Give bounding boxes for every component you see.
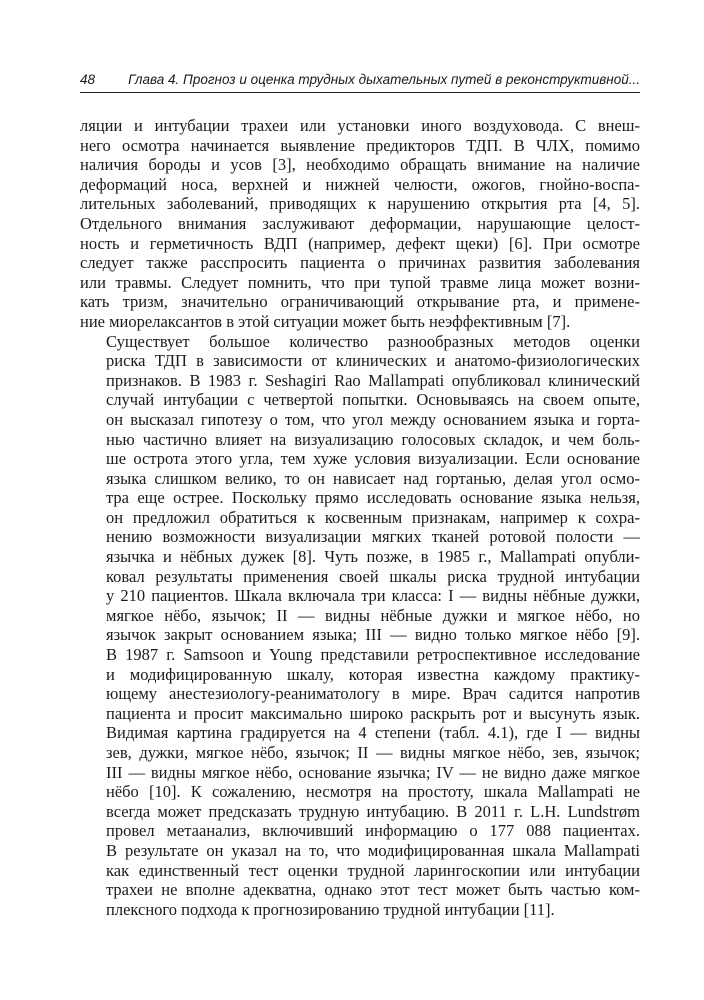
text-line: ющему анестезиологу-реаниматологу в мире. Врач садится напротив [106, 684, 640, 704]
text-line: как единственный тест оценки трудной ларингоскопии или интубации [106, 860, 640, 880]
text-line: нёбо [10]. К сожалению, несмотря на простоту, шкала Mallampati не [106, 782, 640, 802]
text-line: нению возможности визуализации мягких тканей ротовой полости — [106, 527, 640, 547]
text-line: трахеи не вполне адекватна, однако этот тест может быть частью ком- [106, 880, 640, 900]
text-line: провел метаанализ, включивший информацию о 177 088 пациентах. [106, 821, 640, 841]
text-line: всегда может предсказать трудную интубацию. В 2011 г. L.H. Lundstrøm [106, 801, 640, 821]
text-line: ние миорелаксантов в этой ситуации может быть неэффективным [7]. [80, 311, 571, 331]
text-line: лительных заболеваний, приводящих к нарушению открытия рта [4, 5]. [80, 194, 640, 214]
paragraph [80, 332, 640, 920]
text-line: языка слишком велико, то он нависает над гортанью, делая угол осмо- [106, 468, 640, 488]
text-line: пациента и просит максимально широко раскрыть рот и высунуть язык. [106, 703, 640, 723]
text-line: кать тризм, значительно ограничивающий открывание рта, и примене- [80, 292, 640, 312]
text-line: у 210 пациентов. Шкала включала три класса: I — видны нёбные дужки, [106, 586, 640, 606]
text-line: тра еще острее. Поскольку прямо исследовать основание языка нельзя, [106, 488, 640, 508]
text-line: язычок закрыт основанием языка; III — видно только мягкое нёбо [9]. [106, 625, 640, 645]
text-line: Отдельного внимания заслуживают деформации, нарушающие целост- [80, 213, 640, 233]
page-number: 48 [80, 72, 96, 87]
text-line: Видимая картина градируется на 4 степени (табл. 4.1), где I — видны [106, 723, 640, 743]
text-line: риска ТДП в зависимости от клинических и анатомо-физиологических [106, 351, 640, 371]
text-line: В результате он указал на то, что модифицированная шкала Mallampati [106, 840, 640, 860]
chapter-title: Глава 4. Прогноз и оценка трудных дыхательных путей в реконструктивной... [128, 72, 640, 87]
text-line: III — видны мягкое нёбо, основание язычка; IV — не видно даже мягкое [106, 762, 640, 782]
text-line: язычка и нёбных дужек [8]. Чуть позже, в 1985 г., Mallampati опубли- [106, 547, 640, 567]
paragraph [80, 116, 640, 332]
text-line: нью частично влияет на визуализацию голосовых складок, и чем боль- [106, 429, 640, 449]
text-line: он предложил обратиться к косвенным признакам, например к сохра- [106, 507, 640, 527]
text-line: наличия бороды и усов [3], необходимо обращать внимание на наличие [80, 155, 640, 175]
text-line: В 1987 г. Samsoon и Young представили ретроспективное исследование [106, 645, 640, 665]
text-line: он высказал гипотезу о том, что угол между основанием языка и горта- [106, 409, 640, 429]
text-line: ковал результаты применения своей шкалы риска трудной интубации [106, 566, 640, 586]
text-line: зев, дужки, мягкое нёбо, язычок; II — видны мягкое нёбо, зев, язычок; [106, 743, 640, 762]
text-line: Существует большое количество разнообразных методов оценки [106, 331, 640, 351]
text-line: мягкое нёбо, язычок; II — видны нёбные дужки и мягкое нёбо, но [106, 605, 640, 625]
text-line: него осмотра начинается выявление предикторов ТДП. В ЧЛХ, помимо [80, 135, 640, 155]
text-line: деформаций носа, верхней и нижней челюсти, ожогов, гнойно-воспа- [80, 174, 640, 194]
text-line: ность и герметичность ВДП (например, дефект щеки) [6]. При осмотре [80, 233, 640, 253]
text-line: признаков. В 1983 г. Seshagiri Rao Mallampati опубликовал клинический [106, 370, 640, 390]
text-line: или травмы. Следует помнить, что при тупой травме лица может возни- [80, 272, 640, 292]
text-line: ляции и интубации трахеи или установки иного воздуховода. С внеш- [80, 116, 640, 135]
text-line: ше острота этого угла, тем хуже условия визуализации. Если основание [106, 449, 640, 469]
text-line: плексного подхода к прогнозированию трудной интубации [11]. [106, 899, 555, 919]
body-text [80, 116, 640, 919]
text-line: следует также расспросить пациента о причинах развития заболевания [80, 253, 640, 273]
running-header [80, 70, 640, 93]
text-line: случай интубации с четвертой попытки. Основываясь на своем опыте, [106, 390, 640, 410]
text-line: и модифицированную шкалу, которая известна каждому практику- [106, 664, 640, 684]
